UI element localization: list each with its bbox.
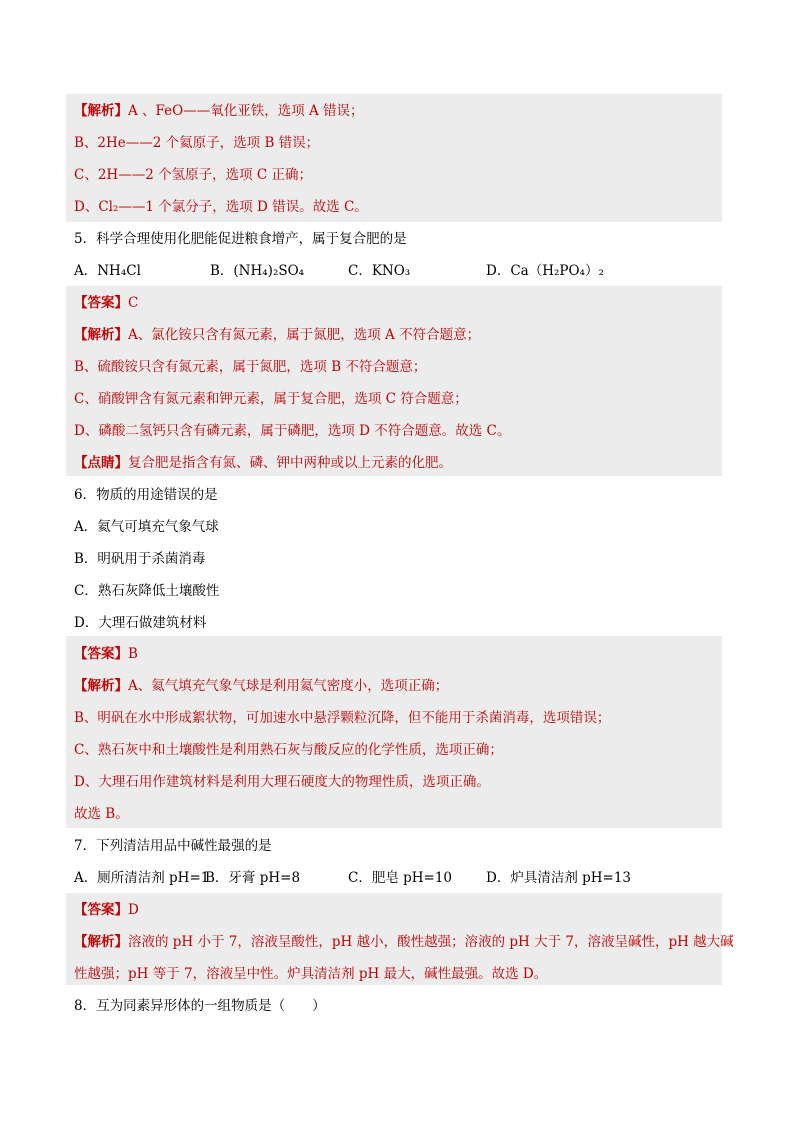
q7-option-a: A．厕所清洁剂 pH=1 (74, 870, 210, 886)
q4-analysis-line-4: D、Cl₂——1 个氯分子，选项 D 错误。故选 C。 (74, 199, 368, 215)
q5-answer: 【答案】C (74, 295, 139, 311)
q5-analysis-line-1: 【解析】A、氯化铵只含有氮元素，属于氮肥，选项 A 不符合题意； (74, 327, 481, 343)
q4-analysis-line-1: 【解析】A 、FeO——氧化亚铁，选项 A 错误； (74, 103, 364, 119)
q6-option-c: C．熟石灰降低土壤酸性 (74, 583, 220, 599)
q6-option-b: B．明矾用于杀菌消毒 (74, 551, 206, 567)
analysis-tag: 【解析】 (74, 103, 128, 119)
q6-analysis-line-4: D、大理石用作建筑材料是利用大理石硬度大的物理性质，选项正确。 (74, 774, 490, 790)
q5-answer-block (66, 286, 722, 476)
q6-option-d: D．大理石做建筑材料 (74, 615, 207, 631)
q6-answer: 【答案】B (74, 646, 138, 662)
q5-option-d: D．Ca（H₂PO₄）₂ (486, 263, 604, 279)
q5-option-b: B．(NH₄)₂SO₄ (210, 263, 305, 279)
q7-option-d: D．炉具清洁剂 pH=13 (486, 870, 632, 886)
q6-answer-block (66, 636, 722, 828)
q7-option-c: C．肥皂 pH=10 (348, 870, 453, 886)
q7-analysis-line-1: 【解析】溶液的 pH 小于 7，溶液呈酸性，pH 越小，酸性越强；溶液的 pH 大于 7，溶液呈碱性，pH 越大碱 (74, 934, 734, 950)
q5-tip: 【点睛】复合肥是指含有氮、磷、钾中两种或以上元素的化肥。 (74, 455, 452, 471)
q5-analysis-line-2: B、硫酸铵只含有氮元素，属于氮肥，选项 B 不符合题意； (74, 359, 427, 375)
q7-option-b: B．牙膏 pH=8 (205, 870, 301, 886)
q7-question: 7．下列清洁用品中碱性最强的是 (74, 838, 272, 854)
q4-analysis-line-2: B、2He——2 个氦原子，选项 B 错误； (74, 135, 320, 151)
q6-question: 6．物质的用途错误的是 (74, 487, 218, 503)
q6-option-a: A．氦气可填充气象气球 (74, 519, 219, 535)
q6-analysis-line-3: C、熟石灰中和土壤酸性是利用熟石灰与酸反应的化学性质，选项正确； (74, 742, 503, 758)
q8-question: 8．互为同素异形体的一组物质是（ ） (74, 998, 326, 1014)
q4-analysis-line-3: C、2H——2 个氢原子，选项 C 正确； (74, 167, 312, 183)
q7-answer: 【答案】D (74, 902, 139, 918)
q5-option-c: C．KNO₃ (348, 263, 411, 279)
q5-analysis-line-3: C、硝酸钾含有氮元素和钾元素，属于复合肥，选项 C 符合题意； (74, 391, 468, 407)
q7-analysis-line-2: 性越强；pH 等于 7，溶液呈中性。炉具清洁剂 pH 最大，碱性最强。故选 D。 (74, 966, 548, 982)
q5-analysis-line-4: D、磷酸二氢钙只含有磷元素，属于磷肥，选项 D 不符合题意。故选 C。 (74, 423, 511, 439)
q6-analysis-line-5: 故选 B。 (74, 806, 129, 822)
q5-option-a: A．NH₄Cl (74, 263, 141, 279)
q6-analysis-line-1: 【解析】A、氦气填充气象气球是利用氦气密度小，选项正确； (74, 678, 449, 694)
q5-question: 5．科学合理使用化肥能促进粮食增产，属于复合肥的是 (74, 231, 407, 247)
q6-analysis-line-2: B、明矾在水中形成絮状物，可加速水中悬浮颗粒沉降，但不能用于杀菌消毒，选项错误； (74, 710, 611, 726)
